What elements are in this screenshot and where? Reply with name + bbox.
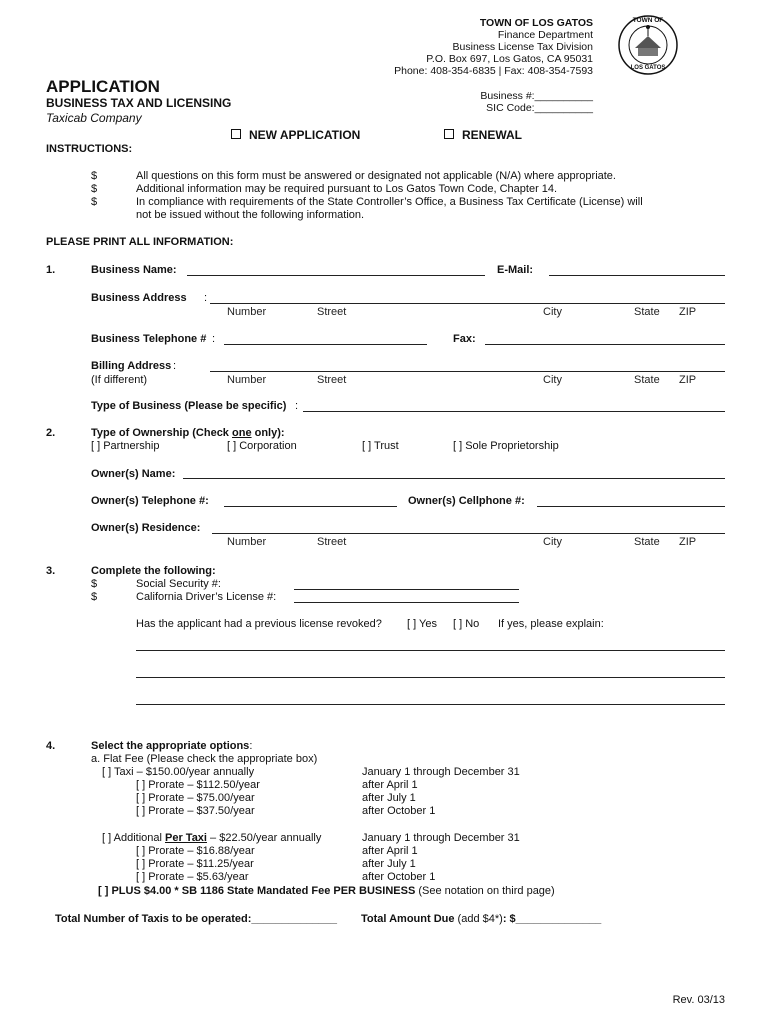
billing-zip-hint: ZIP	[679, 374, 697, 386]
type-of-business-label: Type of Business (Please be specific)	[91, 400, 287, 412]
taxi-annual-option[interactable]: [ ] Taxi – $150.00/year annually	[102, 766, 255, 778]
bullet-1: $	[91, 170, 98, 182]
section-1-number: 1.	[46, 264, 56, 276]
business-telephone-colon: :	[212, 333, 216, 345]
seal-bottom-text: LOS GATOS	[630, 65, 666, 71]
billing-address-label: Billing Address	[91, 360, 172, 372]
residence-city-hint: City	[543, 536, 562, 548]
application-title: APPLICATION	[46, 77, 160, 96]
taxi-prorate-3[interactable]: [ ] Prorate – $37.50/year	[136, 805, 255, 817]
renewal-checkbox[interactable]	[444, 128, 522, 142]
taxi-prorate-1[interactable]: [ ] Prorate – $112.50/year	[136, 779, 260, 791]
instruction-1: All questions on this form must be answered or designated not applicable (N/A) where appropriate.	[136, 170, 616, 182]
email-input[interactable]	[549, 275, 725, 276]
instruction-3: In compliance with requirements of the State Controller’s Office, a Business Tax Certificate (License) will	[136, 196, 643, 208]
explain-line-2[interactable]	[136, 677, 725, 678]
total-due-label: Total Amount Due	[361, 913, 455, 925]
additional-prorate-3[interactable]: [ ] Prorate – $5.63/year	[136, 871, 249, 883]
fax-label: Fax:	[453, 333, 476, 345]
billing-city-hint: City	[543, 374, 562, 386]
business-telephone-label: Business Telephone #	[91, 333, 207, 345]
new-application-checkbox[interactable]	[231, 128, 360, 142]
owner-name-input[interactable]	[183, 478, 725, 479]
trust-option[interactable]: [ ] Trust	[362, 440, 399, 452]
section-4-number: 4.	[46, 740, 56, 752]
revoked-yes-option[interactable]: [ ] Yes	[407, 618, 437, 630]
section-3-number: 3.	[46, 565, 56, 577]
ssn-input[interactable]	[294, 589, 519, 590]
additional-prorate-1[interactable]: [ ] Prorate – $16.88/year	[136, 845, 255, 857]
business-number-field[interactable]: Business #:__________	[480, 90, 593, 102]
total-due-note: (add $4*)	[454, 913, 503, 925]
new-application-label: NEW APPLICATION	[249, 128, 361, 142]
owner-cellphone-input[interactable]	[537, 506, 725, 507]
revoked-no-option[interactable]: [ ] No	[453, 618, 480, 630]
state-fee-option[interactable]	[98, 885, 555, 897]
address-number-hint: Number	[227, 306, 267, 318]
taxi-period-3: after October 1	[362, 805, 436, 817]
billing-address-input[interactable]	[210, 371, 725, 372]
flat-fee-label: a. Flat Fee (Please check the appropriate box)	[91, 753, 318, 765]
owner-residence-input[interactable]	[212, 533, 725, 534]
fax-input[interactable]	[485, 344, 725, 345]
header-phone: Phone: 408-354-6835 | Fax: 408-354-7593	[394, 65, 593, 77]
explain-line-1[interactable]	[136, 650, 725, 651]
total-due-amount: : $______________	[502, 913, 602, 925]
additional-period-3: after October 1	[362, 871, 436, 883]
owner-telephone-input[interactable]	[224, 506, 397, 507]
dl-bullet: $	[91, 591, 98, 603]
business-name-input[interactable]	[187, 275, 485, 276]
header-town: TOWN OF LOS GATOS	[479, 17, 593, 29]
revoked-question: Has the applicant had a previous license revoked?	[136, 618, 382, 630]
ownership-text-b: only):	[251, 427, 285, 439]
residence-zip-hint: ZIP	[679, 536, 697, 548]
ownership-text-a: Type of Ownership (Check	[91, 427, 232, 439]
state-fee-note: (See notation on third page)	[415, 885, 555, 897]
instruction-4: not be issued without the following information.	[136, 209, 365, 221]
taxi-period-0: January 1 through December 31	[362, 766, 520, 778]
ownership-type-label	[91, 427, 285, 439]
ssn-label: Social Security #:	[136, 578, 221, 590]
header-dept: Finance Department	[497, 29, 593, 41]
billing-number-hint: Number	[227, 374, 267, 386]
ownership-text-one: one	[232, 427, 252, 439]
ssn-bullet: $	[91, 578, 98, 590]
total-amount-due-field[interactable]	[361, 913, 601, 925]
owner-cellphone-label: Owner(s) Cellphone #:	[408, 495, 525, 507]
state-fee-text: [ ] PLUS $4.00 * SB 1186 State Mandated Fee PER BUSINESS	[98, 885, 416, 897]
taxi-period-1: after April 1	[362, 779, 418, 791]
business-address-colon: :	[204, 292, 208, 304]
select-options-colon: :	[249, 740, 253, 752]
type-of-business-input[interactable]	[303, 411, 725, 412]
additional-period-1: after April 1	[362, 845, 418, 857]
revision-label: Rev. 03/13	[672, 994, 725, 1006]
additional-period-2: after July 1	[362, 858, 416, 870]
complete-following-label: Complete the following:	[91, 565, 216, 577]
checkbox-icon	[231, 129, 241, 139]
additional-per-taxi-option[interactable]	[102, 832, 321, 844]
instruction-2: Additional information may be required pursuant to Los Gatos Town Code, Chapter 14.	[136, 183, 558, 195]
residence-number-hint: Number	[227, 536, 267, 548]
corporation-option[interactable]: [ ] Corporation	[227, 440, 297, 452]
bullet-2: $	[91, 183, 98, 195]
address-zip-hint: ZIP	[679, 306, 697, 318]
billing-address-colon: :	[173, 360, 177, 372]
checkbox-icon	[444, 129, 454, 139]
header-division: Business License Tax Division	[452, 41, 593, 53]
business-name-label: Business Name:	[91, 264, 177, 276]
owner-residence-label: Owner(s) Residence:	[91, 522, 201, 534]
sole-proprietorship-option[interactable]: [ ] Sole Proprietorship	[453, 440, 559, 452]
additional-text-a: [ ] Additional	[102, 832, 165, 844]
additional-per-taxi-text: Per Taxi	[165, 832, 207, 844]
owner-telephone-label: Owner(s) Telephone #:	[91, 495, 209, 507]
seal-top-text: TOWN OF	[632, 17, 664, 24]
application-subtitle: BUSINESS TAX AND LICENSING	[46, 96, 232, 110]
sic-code-field[interactable]: SIC Code:__________	[486, 102, 593, 114]
explain-line-3[interactable]	[136, 704, 725, 705]
town-seal-icon	[617, 14, 679, 76]
residence-state-hint: State	[634, 536, 660, 548]
billing-street-hint: Street	[317, 374, 347, 386]
additional-prorate-2[interactable]: [ ] Prorate – $11.25/year	[136, 858, 254, 870]
select-options-label	[91, 740, 252, 752]
address-city-hint: City	[543, 306, 562, 318]
total-taxis-field[interactable]: Total Number of Taxis to be operated:______________	[55, 913, 338, 925]
instructions-label: INSTRUCTIONS:	[46, 143, 133, 155]
header-address: P.O. Box 697, Los Gatos, CA 95031	[426, 53, 593, 65]
bullet-3: $	[91, 196, 98, 208]
partnership-option[interactable]: [ ] Partnership	[91, 440, 160, 452]
company-type: Taxicab Company	[46, 111, 142, 125]
billing-state-hint: State	[634, 374, 660, 386]
business-address-label: Business Address	[91, 292, 187, 304]
address-state-hint: State	[634, 306, 660, 318]
section-2-number: 2.	[46, 427, 56, 439]
business-address-input[interactable]	[210, 303, 725, 304]
owner-name-label: Owner(s) Name:	[91, 468, 176, 480]
drivers-license-label: California Driver’s License #:	[136, 591, 277, 603]
select-options-text: Select the appropriate options	[91, 740, 250, 752]
additional-text-b: – $22.50/year annually	[207, 832, 322, 844]
explain-label: If yes, please explain:	[498, 618, 604, 630]
residence-street-hint: Street	[317, 536, 347, 548]
taxi-prorate-2[interactable]: [ ] Prorate – $75.00/year	[136, 792, 255, 804]
business-telephone-input[interactable]	[224, 344, 427, 345]
type-of-business-colon: :	[295, 400, 299, 412]
address-street-hint: Street	[317, 306, 347, 318]
if-different-note: (If different)	[91, 374, 148, 386]
taxi-period-2: after July 1	[362, 792, 416, 804]
print-all-label: PLEASE PRINT ALL INFORMATION:	[46, 236, 234, 248]
drivers-license-input[interactable]	[294, 602, 519, 603]
email-label: E-Mail:	[497, 264, 534, 276]
additional-period-0: January 1 through December 31	[362, 832, 520, 844]
renewal-label: RENEWAL	[462, 128, 522, 142]
